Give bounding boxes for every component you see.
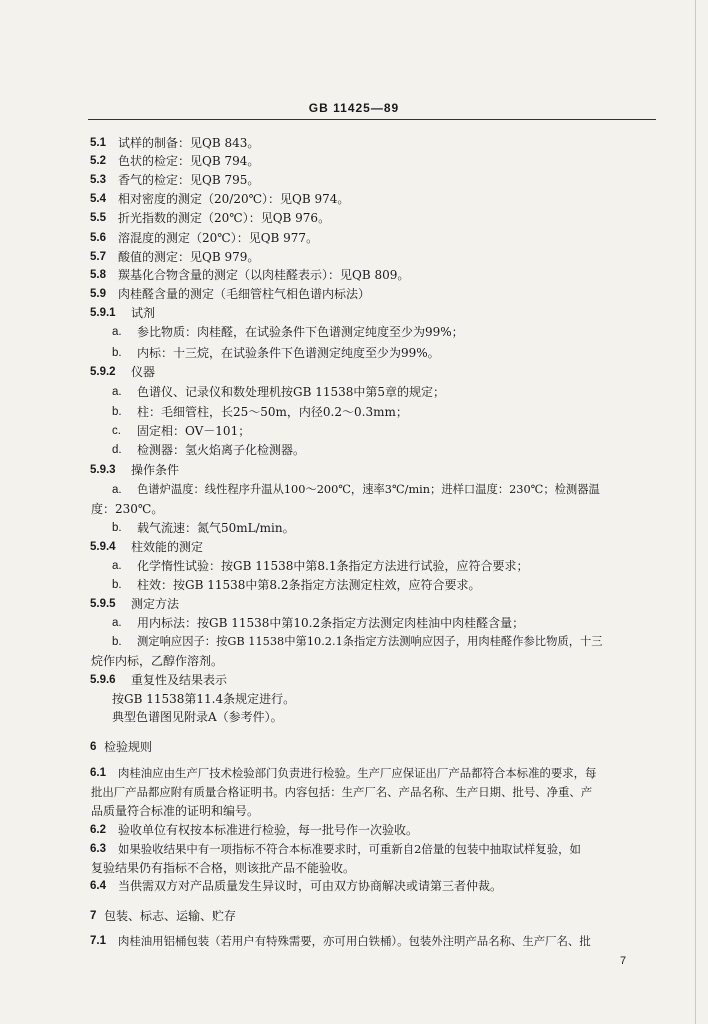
clause-number: 6.2: [90, 824, 106, 836]
clause-number: 5.9.5: [90, 598, 116, 610]
clause-number: 6.3: [90, 843, 106, 855]
clause-text: 仪器: [131, 365, 156, 379]
clause-number: 5.7: [90, 251, 106, 263]
sub-label: a.: [112, 326, 122, 338]
clause-text: 柱效能的测定: [131, 540, 204, 554]
sub-label: b.: [112, 406, 122, 418]
page-number: 7: [620, 955, 627, 967]
section-title: 包装、标志、运输、贮存: [104, 909, 237, 923]
clause-text: 用内标法：按GB 11538中第10.2条指定方法测定肉桂油中肉桂醛含量；: [137, 616, 525, 630]
clause-number: 5.9.1: [90, 307, 116, 319]
section-title: 检验规则: [104, 740, 153, 754]
clause-text: 肉桂醛含量的测定（毛细管柱气相色谱内标法）: [118, 287, 371, 301]
clause-text: 色谱炉温度：线性程序升温从100～200℃，速率3℃/min；进样口温度：230℃；检测器温: [137, 483, 600, 496]
clause-text: 典型色谱图见附录A（参考件）。: [112, 710, 283, 724]
clause-text: 内标：十三烷，在试验条件下色谱测定纯度至少为99%。: [137, 346, 440, 360]
clause-text: 如果验收结果中有一项指标不符合本标准要求时，可重新自2倍量的包装中抽取试样复验，如: [118, 842, 581, 856]
clause-number: 6.1: [90, 767, 106, 779]
clause-text: 验收单位有权按本标准进行检验，每一批号作一次验收。: [118, 823, 419, 837]
clause-text: 试剂: [131, 306, 156, 320]
clause-text: 柱：毛细管柱，长25～50m，内径0.2～0.3mm；: [137, 405, 408, 419]
sub-label: c.: [112, 425, 121, 437]
clause-text: 操作条件: [131, 463, 180, 477]
clause-number: 5.9.4: [90, 541, 116, 553]
page-edge: [695, 0, 696, 1024]
clause-text: 色状的检定：见QB 794。: [118, 154, 260, 168]
section-number: 7: [90, 910, 97, 922]
sub-label: b.: [112, 579, 122, 591]
clause-text: 测定响应因子：按GB 11538中第10.2.1条指定方法测响应因子，用肉桂醛作参比物质，十三: [137, 635, 603, 648]
clause-text: 柱效：按GB 11538中第8.2条指定方法测定柱效，应符合要求。: [137, 578, 481, 592]
clause-number: 5.3: [90, 174, 106, 186]
clause-number: 5.9.2: [90, 366, 116, 378]
header-rule: [88, 119, 656, 120]
clause-text: 按GB 11538第11.4条规定进行。: [112, 692, 296, 706]
clause-text: 载气流速：氮气50mL/min。: [137, 521, 295, 535]
clause-continuation: 品质量符合标准的证明和编号。: [91, 804, 260, 818]
clause-text: 试样的制备：见QB 843。: [118, 136, 260, 150]
page-header: GB 11425—89: [308, 101, 400, 115]
sub-label: b.: [112, 522, 122, 534]
clause-number: 5.8: [90, 269, 106, 281]
clause-number: 5.1: [90, 137, 106, 149]
clause-text: 当供需双方对产品质量发生异议时，可由双方协商解决或请第三者仲裁。: [118, 879, 503, 893]
clause-continuation: 批出厂产品都应附有质量合格证明书。内容包括：生产厂名、产品名称、生产日期、批号、净重、产: [91, 785, 593, 799]
sub-label: a.: [112, 560, 122, 572]
clause-continuation: 烷作内标，乙醇作溶剂。: [91, 654, 224, 668]
clause-number: 5.4: [90, 193, 106, 205]
clause-continuation: 度：230℃。: [91, 502, 164, 516]
clause-number: 7.1: [90, 935, 106, 947]
sub-label: a.: [112, 617, 122, 629]
clause-text: 检测器：氢火焰离子化检测器。: [137, 443, 306, 457]
sub-label: a.: [112, 386, 122, 398]
sub-label: b.: [112, 636, 122, 648]
clause-text: 固定相：OV－101；: [137, 424, 251, 438]
clause-text: 重复性及结果表示: [131, 673, 228, 687]
clause-number: 5.2: [90, 155, 106, 167]
sub-label: a.: [112, 484, 122, 496]
section-number: 6: [90, 741, 97, 753]
clause-text: 折光指数的测定（20℃）：见QB 976。: [118, 211, 331, 225]
clause-number: 5.9: [90, 288, 106, 300]
clause-number: 5.9.6: [90, 674, 116, 686]
clause-text: 化学惰性试验：按GB 11538中第8.1条指定方法进行试验，应符合要求；: [137, 559, 529, 573]
clause-number: 5.6: [90, 232, 106, 244]
clause-continuation: 复验结果仍有指标不合格，则该批产品不能验收。: [91, 861, 356, 875]
clause-text: 参比物质：肉桂醛，在试验条件下色谱测定纯度至少为99%；: [137, 325, 464, 339]
clause-text: 测定方法: [131, 597, 180, 611]
clause-number: 5.9.3: [90, 464, 116, 476]
clause-text: 色谱仪、记录仪和数处理机按GB 11538中第5章的规定；: [137, 385, 446, 399]
clause-text: 肉桂油用铝桶包装（若用户有特殊需要，亦可用白铁桶）。包装外注明产品名称、生产厂名、批: [118, 934, 591, 948]
clause-text: 溶混度的测定（20℃）：见QB 977。: [118, 231, 319, 245]
clause-number: 5.5: [90, 212, 106, 224]
clause-text: 肉桂油应由生产厂技术检验部门负责进行检验。生产厂应保证出厂产品都符合本标准的要求，每: [118, 766, 597, 780]
clause-number: 6.4: [90, 880, 106, 892]
clause-text: 羰基化合物含量的测定（以肉桂醛表示）：见QB 809。: [118, 268, 410, 282]
clause-text: 香气的检定：见QB 795。: [118, 173, 260, 187]
sub-label: d.: [112, 444, 122, 456]
clause-text: 酸值的测定：见QB 979。: [118, 250, 260, 264]
sub-label: b.: [112, 347, 122, 359]
clause-text: 相对密度的测定（20/20℃）：见QB 974。: [118, 192, 350, 206]
